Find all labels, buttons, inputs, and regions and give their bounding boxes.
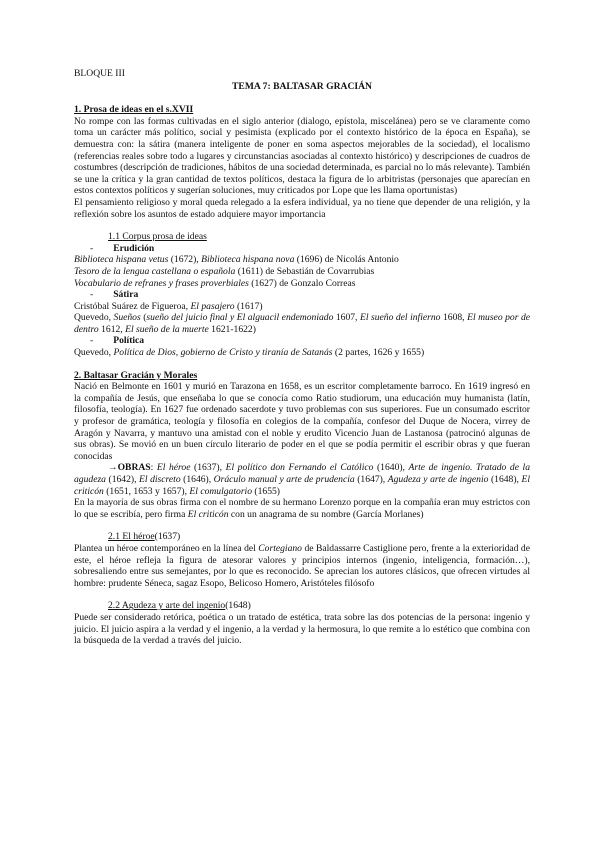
bibliography-line: Quevedo, Política de Dios, gobierno de Cristo y tiranía de Satanás (2 partes, 1626 y 1655) — [74, 347, 425, 359]
paragraph: No rompe con las formas cultivadas en el siglo anterior (dialogo, epístola, miscelánea) pero se ve claramente como toma un carácter más político, social y pesimista (explicado por el contexto histórico de la época en España), se demuestra con: la sátira (manera inteligente de poner en soma aspectos mejorables de la sociedad), el localismo (referencias reales sobre todo a lugares y circunstancias asociadas al contexto histórico) y descripciones de cuadros de costumbres (descripción de tradiciones, hábitos de una sociedad determinada, es parcial no lo más relevante). También se une la crítica y la gran cantidad de textos políticos, destaca la figura de lo arbitristas (personajes que aparecían en estos contextos políticos y sugerían soluciones, muy criticados por Lope que les llama oportunistas) — [74, 115, 530, 197]
block-label: BLOQUE III — [74, 68, 125, 79]
subsection-heading: 1.1 Corpus prosa de ideas — [108, 231, 207, 243]
arrow-icon: → — [108, 462, 118, 474]
bibliography-line: Quevedo, Sueños (sueño del juicio final y El alguacil endemoniado 1607, El sueño del infierno 1608, El museo por de dentro 1612, El sueño de la muerte 1621-1622) — [74, 312, 530, 335]
category-label: Sátira — [113, 289, 139, 301]
list-item: - Política — [90, 335, 145, 347]
paragraph: Puede ser considerado retórica, poética o un tratado de estética, trata sobre las dos potencias de la persona: ingenio y juicio. El juicio aspira a la verdad y el ingenio, a la verdad y la hermosura, lo que remite a lo estético que combina con la búsqueda de la verdad a través del juicio. — [74, 611, 530, 647]
paragraph: En la mayoría de sus obras firma con el nombre de su hermano Lorenzo porque en la compañía eran muy estrictos con lo que se escribía, pero firma El criticón con un anagrama de su nombre (García Morlanes) — [74, 497, 530, 520]
bibliography-line: Tesoro de la lengua castellana o española (1611) de Sebastián de Covarrubias — [74, 265, 375, 277]
subsection-heading: 2.1 El héroe(1637) — [108, 531, 181, 543]
bibliography-line: Vocabulario de refranes y frases proverbiales (1627) de Gonzalo Correas — [74, 277, 356, 289]
list-item: - Erudición — [90, 242, 155, 254]
paragraph: Nació en Belmonte en 1601 y murió en Tarazona en 1658, es un escritor completamente barroco. En 1619 ingresó en la compañía de Jesús, que enseñaba lo que se conocía como Ratio studiorum, una educación muy humanista (latín, filosofía, teología). En 1627 fue ordenado sacerdote y tuvo problemas con sus superiores. Fue un consumado escritor y profesor de gramática, teología y filosofía en colegios de la compañía, confesor del Duque de Nocera, virrey de Aragón y Navarra, y mantuvo una amistad con el noble y erudito Vicencio Juan de Lastanosa (patrocinó algunas de sus obras). Se movió en un buen círculo literario de poder en el que se podía permitir el escribir obras y que fueran conocidas — [74, 381, 530, 462]
bibliography-line: Cristóbal Suárez de Figueroa, El pasajero (1617) — [74, 300, 263, 312]
paragraph: El pensamiento religioso y moral queda relegado a la esfera individual, ya no tiene que depender de una religión, y la reflexión sobre los asuntos de estado adquiere mayor importancia — [74, 196, 530, 220]
paragraph: Plantea un héroe contemporáneo en la línea del Cortegiano de Baldassarre Castiglione pero, frente a la exterioridad de este, el héroe refleja la figura de atesorar valores y principios internos (ingenio, inteligencia, formación…), sobresaliendo entre sus semejantes, por lo que es reconocido. Se aprecian los autores clásicos, que ofrecen virtudes al hombre: prudente Séneca, sagaz Esopo, Belicoso Homero, Aristóteles filósofo — [74, 542, 530, 589]
document-page — [74, 68, 530, 647]
section-heading-2: 2. Baltasar Gracián y Morales — [74, 369, 198, 381]
list-item: - Sátira — [90, 289, 139, 301]
category-label: Erudición — [113, 242, 155, 254]
works-list: →OBRAS: El héroe (1637), El político don Fernando el Católico (1640), Arte de ingenio. Tratado de la agudeza (1642), El discreto (1646), Oráculo manual y arte de prudencia (1647), Agudeza y arte de ingenio (1648), El criticón (1651, 1653 y 1657), El comulgatorio (1655) — [74, 462, 530, 497]
section-heading-1: 1. Prosa de ideas en el s.XVII — [74, 104, 194, 116]
page-title: TEMA 7: BALTASAR GRACIÁN — [232, 80, 372, 92]
category-label: Política — [113, 335, 145, 347]
subsection-heading: 2.2 Agudeza y arte del ingenio(1648) — [108, 600, 251, 612]
bibliography-line: Biblioteca hispana vetus (1672), Biblioteca hispana nova (1696) de Nicolás Antonio — [74, 254, 399, 266]
